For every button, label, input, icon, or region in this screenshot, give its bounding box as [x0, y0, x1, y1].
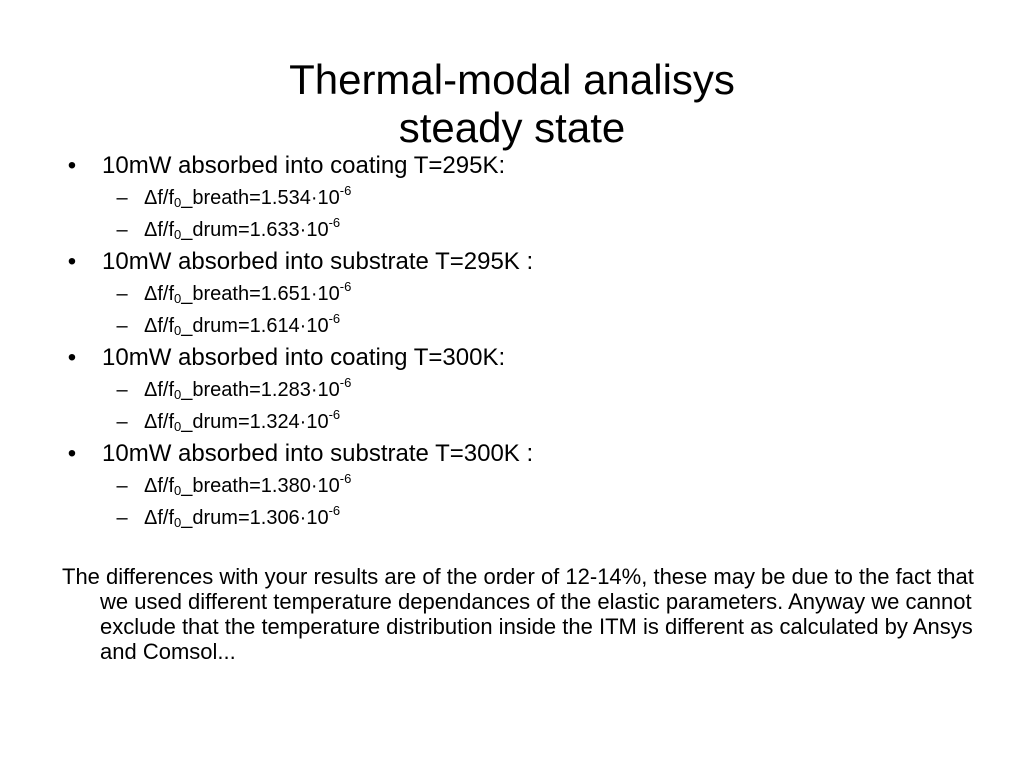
- sub-marker: –: [116, 411, 128, 433]
- sub-marker: –: [116, 475, 128, 497]
- subscript: 0: [174, 483, 182, 498]
- subscript: 0: [174, 419, 182, 434]
- subscript: 0: [174, 291, 182, 306]
- sub-item: [62, 182, 982, 214]
- sub-value: _breath=1.534·10: [181, 187, 340, 209]
- exponent: -6: [328, 311, 341, 326]
- sub-item: [62, 310, 982, 342]
- sub-marker: –: [116, 219, 128, 241]
- sub-list: [102, 470, 982, 534]
- exponent: -6: [339, 471, 352, 486]
- bullet-text: 10mW absorbed into substrate T=295K :: [102, 248, 534, 275]
- bullet-item: [62, 246, 982, 342]
- bullet-text: 10mW absorbed into coating T=300K:: [102, 344, 506, 371]
- bullet-item: [62, 438, 982, 534]
- bullet-text: 10mW absorbed into coating T=295K:: [102, 152, 506, 179]
- subscript: 0: [174, 387, 182, 402]
- exponent: -6: [339, 183, 352, 198]
- subscript: 0: [174, 515, 182, 530]
- bullet-item: [62, 150, 982, 246]
- sub-value: _drum=1.614·10: [181, 315, 329, 337]
- sub-value: _drum=1.306·10: [181, 507, 329, 529]
- exponent: -6: [339, 375, 352, 390]
- sub-prefix: Δf/f: [144, 379, 175, 401]
- bullet-item: [62, 342, 982, 438]
- sub-value: _drum=1.324·10: [181, 411, 329, 433]
- sub-item: [62, 214, 982, 246]
- sub-item: [62, 374, 982, 406]
- sub-marker: –: [116, 283, 128, 305]
- sub-prefix: Δf/f: [144, 219, 175, 241]
- sub-prefix: Δf/f: [144, 411, 175, 433]
- bullet-marker: •: [67, 440, 77, 467]
- title-line-2: steady state: [398, 104, 626, 152]
- conclusion-paragraph: The differences with your results are of the order of 12-14%, these may be due to the fact that we used different temperature dependances of the elastic parameters. Anyway we cannot exclude that the temperature distribution inside the ITM is different as calculated by Ansys and Comsol...: [62, 564, 974, 664]
- sub-prefix: Δf/f: [144, 187, 175, 209]
- subscript: 0: [174, 195, 182, 210]
- sub-value: _breath=1.651·10: [181, 283, 340, 305]
- bullet-text: 10mW absorbed into substrate T=300K :: [102, 440, 534, 467]
- exponent: -6: [328, 407, 341, 422]
- sub-prefix: Δf/f: [144, 475, 175, 497]
- sub-item: [62, 278, 982, 310]
- exponent: -6: [328, 503, 341, 518]
- sub-prefix: Δf/f: [144, 315, 175, 337]
- slide-title: [0, 56, 1024, 152]
- subscript: 0: [174, 323, 182, 338]
- bullet-marker: •: [67, 344, 77, 371]
- sub-item: [62, 406, 982, 438]
- sub-marker: –: [116, 379, 128, 401]
- exponent: -6: [328, 215, 341, 230]
- sub-value: _breath=1.380·10: [181, 475, 340, 497]
- sub-item: [62, 470, 982, 502]
- sub-value: _breath=1.283·10: [181, 379, 340, 401]
- sub-item: [62, 502, 982, 534]
- exponent: -6: [339, 279, 352, 294]
- sub-marker: –: [116, 187, 128, 209]
- subscript: 0: [174, 227, 182, 242]
- sub-prefix: Δf/f: [144, 283, 175, 305]
- sub-list: [102, 374, 982, 438]
- sub-list: [102, 278, 982, 342]
- sub-value: _drum=1.633·10: [181, 219, 329, 241]
- bullet-list: [62, 150, 982, 534]
- sub-list: [102, 182, 982, 246]
- bullet-marker: •: [67, 248, 77, 275]
- title-line-1: Thermal-modal analisys: [289, 56, 735, 104]
- bullet-marker: •: [67, 152, 77, 179]
- sub-marker: –: [116, 315, 128, 337]
- sub-marker: –: [116, 507, 128, 529]
- sub-prefix: Δf/f: [144, 507, 175, 529]
